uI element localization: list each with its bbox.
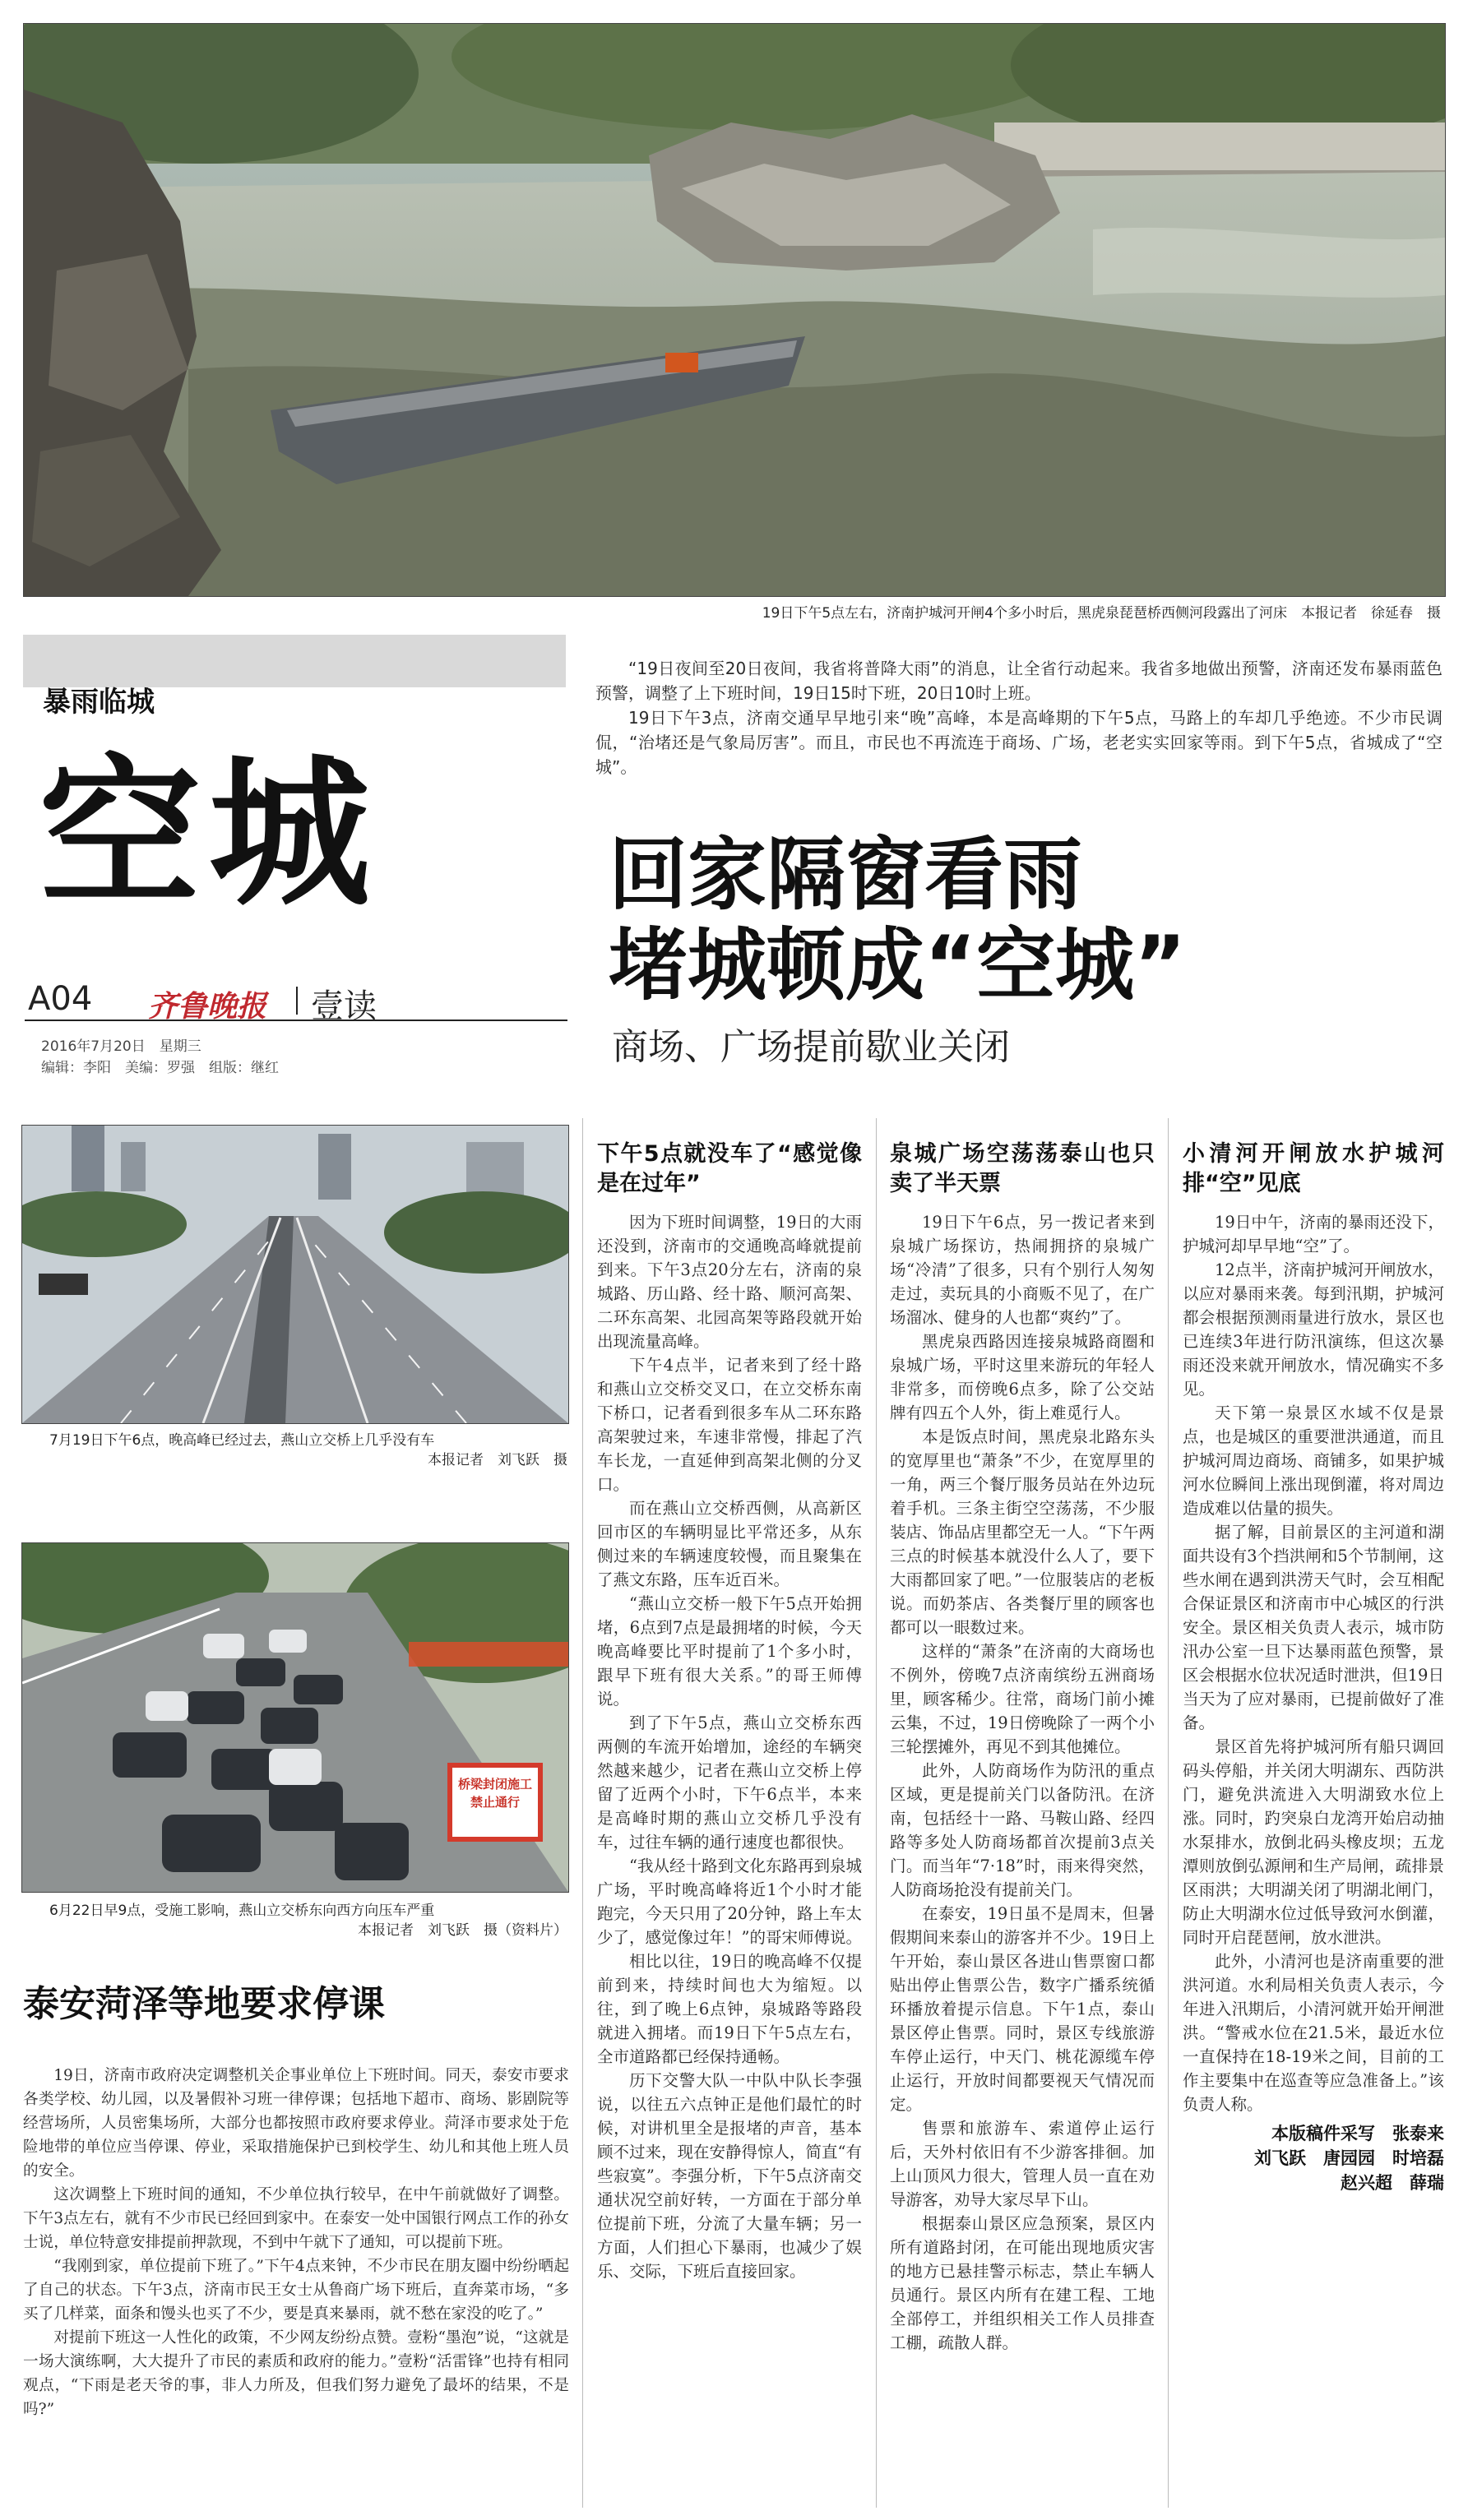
- column-b-paragraph-4: 这样的“萧条”在济南的大商场也不例外，傍晚7点济南缤纷五洲商场里，顾客稀少。往常，商场门前小摊云集，不过，19日傍晚除了一两个小三轮摆摊外，再见不到其他摊位。: [890, 1642, 1155, 1756]
- column-c-paragraph-2: 12点半，济南护城河开闸放水，以应对暴雨来袭。每到汛期，护城河都会根据预测雨量进行放水，景区也已连续3年进行防汛演练，但这次暴雨还没来就开闸放水，情况确实不多见。: [1183, 1260, 1444, 1399]
- column-c-paragraph-6: 此外，小清河也是济南重要的泄洪河道。水利局相关负责人表示，今年进入汛期后，小清河就开始开闸泄洪。“警戒水位在21.5米，最近水位一直保持在18-19米之间，目前的工作主要集中在巡查等应急准备上。”该负责人称。: [1183, 1952, 1444, 2114]
- editors-line: 编辑：李阳 美编：罗强 组版：继红: [41, 1060, 279, 1076]
- top-photo-caption: [610, 603, 1441, 623]
- side-story-title: 泰安菏泽等地要求停课: [23, 1983, 385, 2025]
- lead-text: [595, 656, 1443, 779]
- photo-2-caption-text: 7月19日下午6点，晚高峰已经过去，燕山立交桥上几乎没有车: [49, 1432, 435, 1449]
- column-b-paragraph-2: 黑虎泉西路因连接泉城路商圈和泉城广场，平时这里来游玩的年轻人非常多，而傍晚6点多，除了公交站牌有四五个人外，街上难觅行人。: [890, 1332, 1155, 1422]
- headline-line-2: 堵城顿成“空城”: [609, 919, 1187, 1011]
- column-rule-2: [876, 1118, 877, 2508]
- section-label: 暴雨临城: [43, 686, 155, 719]
- photo-3-caption-text: 6月22日早9点，受施工影响，燕山立交桥东向西方向压车严重: [49, 1903, 435, 1919]
- column-c-subhead: 小清河开闸放水护城河排“空”见底: [1183, 1141, 1444, 1196]
- page-folio: [25, 977, 567, 1025]
- headline-subline: 商场、广场提前歇业关闭: [612, 1026, 1010, 1068]
- column-b-subhead: 泉城广场空荡荡泰山也只卖了半天票: [890, 1141, 1155, 1196]
- empty-overpass-illustration: [22, 1126, 568, 1423]
- column-b-paragraph-3: 本是饭点时间，黑虎泉北路东头的宽厚里也“萧条”不少，在宽厚里的一角，两三个餐厅服务员站在外边玩着手机。三条主街空空荡荡，不少服装店、饰品店里都空无一人。“下午两三点的时候基本就没什么人了，要下大雨都回家了吧。”一位服装店的老板说。而奶茶店、各类餐厅里的顾客也都可以一眼数过来。: [890, 1427, 1155, 1637]
- column-c-paragraph-1: 19日中午，济南的暴雨还没下，护城河却早早地“空”了。: [1183, 1213, 1444, 1255]
- column-a-paragraph-2: 下午4点半，记者来到了经十路和燕山立交桥交叉口，在立交桥东南下桥口，记者看到很多车从二环东路高架驶过来，车速非常慢，排起了汽车长龙，一直延伸到高架北侧的分叉口。: [597, 1356, 862, 1494]
- river-bed-illustration: [24, 24, 1445, 596]
- issue-date: 2016年7月20日: [41, 1038, 146, 1055]
- credit-name: 刘飞跃: [1254, 2148, 1306, 2168]
- photo-2-caption: [49, 1431, 567, 1470]
- side-story-paragraph-2: 这次调整上下班时间的通知，不少单位执行较早，在中午前就做好了调整。下午3点左右，就有不少市民已经回到家中。在泰安一处中国银行网点工作的孙女士说，单位特意安排提前押款现，不到中午就下了通知，可以提前下班。: [23, 2186, 569, 2251]
- credit-name: 薛瑞: [1410, 2173, 1444, 2193]
- column-b-paragraph-6: 在泰安，19日虽不是周末，但暑假期间来泰山的游客并不少。19日上午开始，泰山景区各进山售票窗口都贴出停止售票公告，数字广播系统循环播放着提示信息。下午1点，泰山景区停止售票。同时，景区专线旅游车停止运行，中天门、桃花源缆车停止运行，开放时间都要视天气情况而定。: [890, 1904, 1155, 2114]
- column-c-paragraph-5: 景区首先将护城河所有船只调回码头停船，并关闭大明湖东、西防洪门，避免洪流进入大明湖致水位上涨。同时，趵突泉白龙湾开始启动抽水泵排水，放倒北码头橡皮坝；五龙潭则放倒弘源闸和生产局闸，疏排景区雨洪；大明湖关闭了明湖北闸门，防止大明湖水位过低导致河水倒灌，同时开启琵琶闸，放水泄洪。: [1183, 1737, 1444, 1947]
- column-a-paragraph-5: 到了下午5点，燕山立交桥东西两侧的车流开始增加，途经的车辆突然越来越少，记者在燕山立交桥上停留了近两个小时，下午6点半，本来是高峰时期的燕山立交桥几乎没有车，过往车辆的通行速度也都很快。: [597, 1713, 862, 1852]
- side-story-paragraph-3: “我刚到家，单位提前下班了。”下午4点来钟，不少市民在朋友圈中纷纷晒起了自己的状态。下午3点，济南市民王女士从鲁商广场下班后，直奔菜市场，“多买了几样菜，面条和馒头也买了不少，要是真来暴雨，就不愁在家没的吃了。”: [23, 2258, 569, 2323]
- column-rule-1: [582, 1118, 583, 2508]
- credit-name: 赵兴超: [1341, 2173, 1392, 2193]
- top-photo: [23, 23, 1446, 597]
- column-a-paragraph-4: “燕山立交桥一般下午5点开始拥堵，6点到7点是最拥堵的时候，今天晚高峰要比平时提前了1个多小时，跟早下班有很大关系。”的哥王师傅说。: [597, 1594, 862, 1709]
- column-a-paragraph-3: 而在燕山立交桥西侧，从高新区回市区的车辆明显比平常还多，从东侧过来的车辆速度较慢，而且聚集在了燕文东路，压车近百米。: [597, 1499, 862, 1589]
- road-closed-sign: 桥梁封闭施工 禁止通行: [457, 1777, 532, 1810]
- headline-line-1: 回家隔窗看雨: [609, 829, 1082, 921]
- credit-name: 唐园园: [1323, 2148, 1375, 2168]
- empty-overpass-photo: [21, 1125, 569, 1424]
- column-name: 壹读: [311, 987, 377, 1025]
- lead-paragraph-2: 19日下午3点，济南交通早早地引来“晚”高峰，本是高峰期的下午5点，马路上的车却几乎绝迹。不少市民调侃，“治堵还是气象局厉害”。而且，市民也不再流连于商场、广场，老老实实回家等雨。到下午5点，省城成了“空城”。: [595, 708, 1443, 777]
- photo-3-caption: [49, 1901, 567, 1940]
- top-photo-credit: 本报记者 徐延春 摄: [1301, 605, 1441, 622]
- column-c-paragraph-4: 据了解，目前景区的主河道和湖面共设有3个挡洪闸和5个节制闸，这些水闸在遇到洪涝天气时，会互相配合保证景区和济南市中心城区的行洪安全。景区相关负责人表示，城市防汛办公室一旦下达暴雨蓝色预警，景区会根据水位状况适时泄洪，但19日当天为了应对暴雨，已提前做好了准备。: [1183, 1523, 1444, 1732]
- page-number: A04: [28, 980, 93, 1018]
- photo-2-credit: 本报记者 刘飞跃 摄: [428, 1452, 567, 1468]
- column-a-paragraph-6: “我从经十路到文化东路再到泉城广场，平时晚高峰将近1个小时才能跑完，今天只用了20分钟，路上车太少了，感觉像过年！”的哥宋师傅说。: [597, 1856, 862, 1947]
- top-photo-caption-text: 19日下午5点左右，济南护城河开闸4个多小时后，黑虎泉琵琶桥西侧河段露出了河床: [762, 605, 1287, 622]
- photo-3-credit: 本报记者 刘飞跃 摄（资料片）: [358, 1922, 567, 1939]
- column-a-subhead: 下午5点就没车了“感觉像是在过年”: [597, 1141, 862, 1196]
- paper-name: 齐鲁晚报: [148, 989, 267, 1024]
- credit-name: 时培磊: [1392, 2148, 1444, 2168]
- column-b: [890, 1135, 1155, 2355]
- credits-block: [1183, 2121, 1444, 2195]
- column-b-paragraph-7: 售票和旅游车、索道停止运行后，天外村依旧有不少游客排徊。加上山顶风力很大，管理人员一直在劝导游客，劝导大家尽早下山。: [890, 2119, 1155, 2209]
- issue-date-line: [41, 1034, 201, 1055]
- column-b-paragraph-5: 此外，人防商场作为防汛的重点区域，更是提前关门以备防汛。在济南，包括经十一路、马鞍山路、经四路等多处人防商场都首次提前3点关门。而当年“7·18”时，雨来得突然，人防商场抢没有提前关门。: [890, 1761, 1155, 1899]
- column-a-paragraph-8: 历下交警大队一中队中队长李强说，以往五六点钟正是他们最忙的时候，对讲机里全是报堵的声音，基本顾不过来，现在安静得惊人，简直“有些寂寞”。李强分析，下午5点济南交通状况空前好转，一方面在于部分单位提前下班，分流了大量车辆；另一方面，人们担心下暴雨，也减少了娱乐、交际，下班后直接回家。: [597, 2071, 862, 2281]
- issue-weekday: 星期三: [159, 1038, 201, 1055]
- side-story-body: [23, 2064, 569, 2421]
- traffic-jam-photo: [21, 1542, 569, 1893]
- column-c-paragraph-3: 天下第一泉景区水域不仅是景点，也是城区的重要泄洪通道，而且护城河周边商场、商铺多，如果护城河水位瞬间上涨出现倒灌，将对周边造成难以估量的损失。: [1183, 1403, 1444, 1518]
- credit-name: 张泰来: [1392, 2124, 1444, 2143]
- column-a: [597, 1135, 862, 2283]
- column-c: [1183, 1135, 1444, 2195]
- side-story-paragraph-4: 对提前下班这一人性化的政策，不少网友纷纷点赞。壹粉“墨泡”说，“这就是一场大演练啊，大大提升了市民的素质和政府的能力。”壹粉“活雷锋”也持有相同观点，“下雨是老天爷的事，非人力所及，但我们努力避免了最坏的结果，不是吗?”: [23, 2329, 569, 2418]
- column-b-paragraph-8: 根据泰山景区应急预案，景区内所有道路封闭，在可能出现地质灾害的地方已悬挂警示标志，禁止车辆人员通行。景区内所有在建工程、工地全部停工，并组织相关工作人员排查工棚，疏散人群。: [890, 2214, 1155, 2352]
- side-story-paragraph-1: 19日，济南市政府决定调整机关企事业单位上下班时间。同天，泰安市要求各类学校、幼儿园，以及暑假补习班一律停课；包括地下超市、商场、影剧院等经营场所，人员密集场所，大部分也都按照市政府要求停业。菏泽市要求处于危险地带的单位应当停课、停业，采取措施保护已到校学生、幼儿和其他上班人员的安全。: [23, 2067, 569, 2180]
- column-b-paragraph-1: 19日下午6点，另一拨记者来到泉城广场探访，热闹拥挤的泉城广场“冷清”了很多，只有个别行人匆匆走过，卖玩具的小商贩不见了，在广场溜冰、健身的人也都“爽约”了。: [890, 1213, 1155, 1327]
- column-a-paragraph-1: 因为下班时间调整，19日的大雨还没到，济南市的交通晚高峰就提前到来。下午3点20分左右，济南的泉城路、历山路、经十路、顺河高架、二环东高架、北园高架等路段就开始出现流量高峰。: [597, 1213, 862, 1351]
- folio-divider: [296, 987, 298, 1015]
- column-a-paragraph-7: 相比以往，19日的晚高峰不仅提前到来，持续时间也大为缩短。以往，到了晚上6点钟，泉城路等路段就进入拥堵。而19日下午5点左右，全市道路都已经保持通畅。: [597, 1952, 862, 2066]
- big-title: 空城: [39, 741, 379, 928]
- traffic-jam-illustration: [22, 1543, 568, 1892]
- credits-label: 本版稿件采写: [1271, 2124, 1375, 2143]
- lead-paragraph-1: “19日夜间至20日夜间，我省将普降大雨”的消息，让全省行动起来。我省多地做出预警，济南还发布暴雨蓝色预警，调整了上下班时间，19日15时下班，20日10时上班。: [595, 659, 1443, 703]
- column-rule-3: [1168, 1118, 1169, 2508]
